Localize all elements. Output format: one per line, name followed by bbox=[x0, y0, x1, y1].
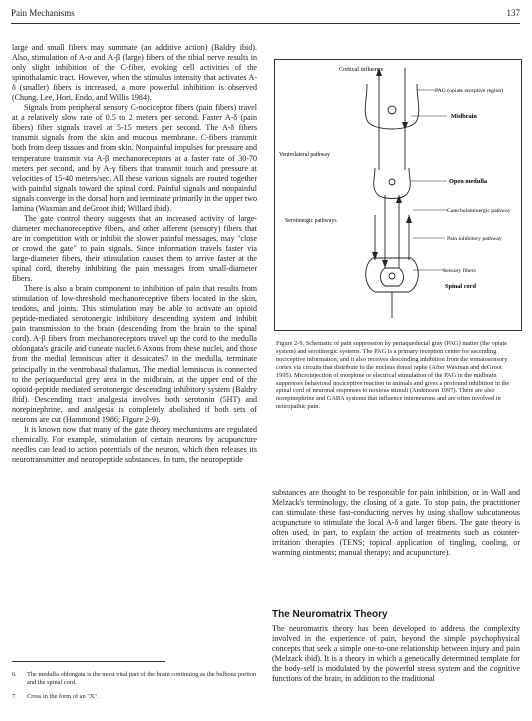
figure-caption-text: Figure 2-9. Schematic of pain suppression by periaqueductal gray (PAG) matter (the opiate system) and serotinergic systems. The PAG is a primary reception center for ascending nociceptive information, and it also receives descending inhibition from the somatosensory cortex via circuits that distribute to the nucleus dorsal raphe (After Waxman and deGroot 1995). Microinjection of morphine or electrical stimulation of the PAG in the midbrain suppresses behavioral nociceptive reaction in animals and gives a profound inhibition in the spinal cord of neuronal responses to noxious stimuli (Andersson 1997). There are also norepinephrine and GABA systems that influence interneurons and are often involved in neuropathic pain. bbox=[276, 340, 510, 411]
spinal-cord-outline bbox=[366, 258, 419, 292]
right-column-bottom bbox=[272, 624, 520, 684]
label-cortical-influence: Cortical influence bbox=[339, 66, 384, 73]
label-spinal-cord: Spinal cord bbox=[445, 283, 476, 290]
right-paragraph-2: The neuromatrix theory has been developed to address the complexity involved in the experience of pain, beyond the simple psychophysical concepts that seek a simple one-to-one relationship between injury and pain (Melzack ibid). It is a theory in which a genetically determined template for the body-self is modulated by the powerful stress system and the cognitive functions of the brain, in addition to the traditional bbox=[272, 624, 520, 684]
label-open-medulla: Open medulla bbox=[449, 178, 487, 185]
left-paragraph-4: There is also a brain component to inhibition of pain that results from stimulation of low-threshold mechanoreceptive fibers located in the skin, tendons, and joints. This stimulation may be able to activate an opioid peptide-mediated serotonergic inhibitory descending system and inhibit pain transmission to the brain (descending from the brain to the spinal cord). A-β fibers from mechanoreceptors travel up the cord to the medulla oblongata's gracile and cuneate nuclei.6 Axons from these nuclei, and those from the medial lemniscus after it dessicates7 in the medulla, terminate principally in the ventrobasal thalamus. The medial lemniscus is connected to the periaqueductal grey area in the midbrain, at the upper end of the opioid-peptide mediated serotonergic descending inhibitory system (Baldry ibid). Descending tract analgesia involves both serotonin (5HT) and norepinephrine, and analgesia is completely abolished if both sets of neurons are cut (Hammond 1986; Figure 2-9). bbox=[12, 284, 257, 424]
footnotes bbox=[12, 671, 257, 707]
left-paragraph-5: It is known now that many of the gate theory mechanisms are regulated chemically. For example, stimulation of certain neurons by acupuncture needles can lead to action potentials of the neuron, which then releases its neurotransmitter and neuropeptide substances. In turn, the neuropeptide bbox=[12, 424, 257, 464]
left-column bbox=[12, 43, 257, 465]
header-rule bbox=[11, 23, 520, 24]
pain-suppression-diagram bbox=[275, 60, 521, 330]
figure-2-9 bbox=[274, 59, 522, 331]
footnote-6 bbox=[12, 671, 257, 687]
label-sensory-fibers: Sensory fibers bbox=[443, 268, 476, 274]
right-column-top bbox=[272, 488, 520, 558]
label-midbrain: Midbrain bbox=[451, 113, 477, 120]
footnote-7 bbox=[12, 693, 257, 701]
footnote-number: 7. bbox=[12, 693, 17, 700]
section-heading: The Neuromatrix Theory bbox=[272, 609, 388, 620]
left-paragraph-2: Signals from peripheral sensory C-nociceptor fibers (pain fibers) travel at a relatively slow rate of 0.5 to 2 meters per second. Faster A-δ (pain fibers) fiber signals travel at 5-15 meters per second. The A-δ fibers transmit signals from the skin and mucous membrane. C-fibers transmit both from deep tissues and from skin. Nonpainful impulses for pressure and temperature transmit via A-β mechanoreceptors at a faster rate of 30-70 meters per second, and by A-γ fibers that transmit touch and pressure at velocities of 15-40 meters/sec. All these various signals are routed together with painful signals toward the spinal cord. Painful signals and nonpainful signals converge in the dorsal horn and terminate primarily in the upper two lamina (Waxman and deGroot ibid; Willard ibid). bbox=[12, 103, 257, 213]
grey-matter-outline bbox=[381, 268, 404, 286]
midbrain-outline bbox=[365, 84, 419, 129]
footnote-text: Cross in the form of an "X". bbox=[27, 693, 99, 700]
running-title: Pain Mechanisms bbox=[11, 8, 75, 18]
label-serotinergic-pathways: Serotinergic pathways bbox=[285, 218, 337, 224]
footnote-rule bbox=[12, 661, 165, 662]
footnote-text: The medulla oblongata is the most vital part of the brain continuing as the bulbous portion and the spinal cord. bbox=[27, 671, 257, 686]
footnote-number: 6. bbox=[12, 671, 17, 678]
right-paragraph-1: substances are thought to be responsible for pain inhibition, or in Wall and Melzack's terminology, the closing of a gate. To stop pain, the practitioner can stimulate these fast-conducting nerves by using shallow subcutaneous acupuncture to stimulate the local A-δ and larger fibers. The gate theory is often used, in part, to explain the action of treatments such as counter-irritation therapies (TENS; topical application of tingling, cooling, or warming ointments; manual therapy; and acupuncture). bbox=[272, 488, 520, 558]
page-number: 137 bbox=[506, 8, 520, 18]
label-pag: PAG (opiate receptive region) bbox=[435, 88, 504, 94]
label-catecholaminergic-pathway: Catecholaminergic pathway bbox=[447, 208, 511, 214]
section-heading-container bbox=[272, 609, 388, 620]
medulla-outline bbox=[374, 168, 411, 199]
left-paragraph-1: large and small fibers may summate (an additive action) (Baldry ibid). Also, stimulation of A-α and A-β (large) fibers of the tibial nerve results in only slight inhibition of the C-fiber, evoking cell activities of the spinothalamic tract. However, when the stimulus intensity that activates A-δ (smaller) fibers is increased, a more powerful inhibition is observed (Chung, Lee, Hori, Endo, and Willis 1984). bbox=[12, 43, 257, 103]
label-ventrolateral-pathway: Ventrolateral pathway bbox=[279, 152, 331, 158]
running-header bbox=[0, 8, 532, 22]
label-pain-inhibitory-pathway: Pain inhibitory pathway bbox=[447, 236, 502, 242]
left-paragraph-3: The gate control theory suggests that an increased activity of large-diameter mechanoreceptive fibers, and other afferent (sensory) fibers that are in competition with or inhibit the slower painful messages, may "close or crowd the gate" to pain signals. Since information travels faster via large-diameter fibers, their stimulation causes them to arrive faster at the spinal cord, thereby inhibiting the pain messages from small-diameter fibers. bbox=[12, 213, 257, 284]
figure-caption bbox=[276, 340, 518, 411]
